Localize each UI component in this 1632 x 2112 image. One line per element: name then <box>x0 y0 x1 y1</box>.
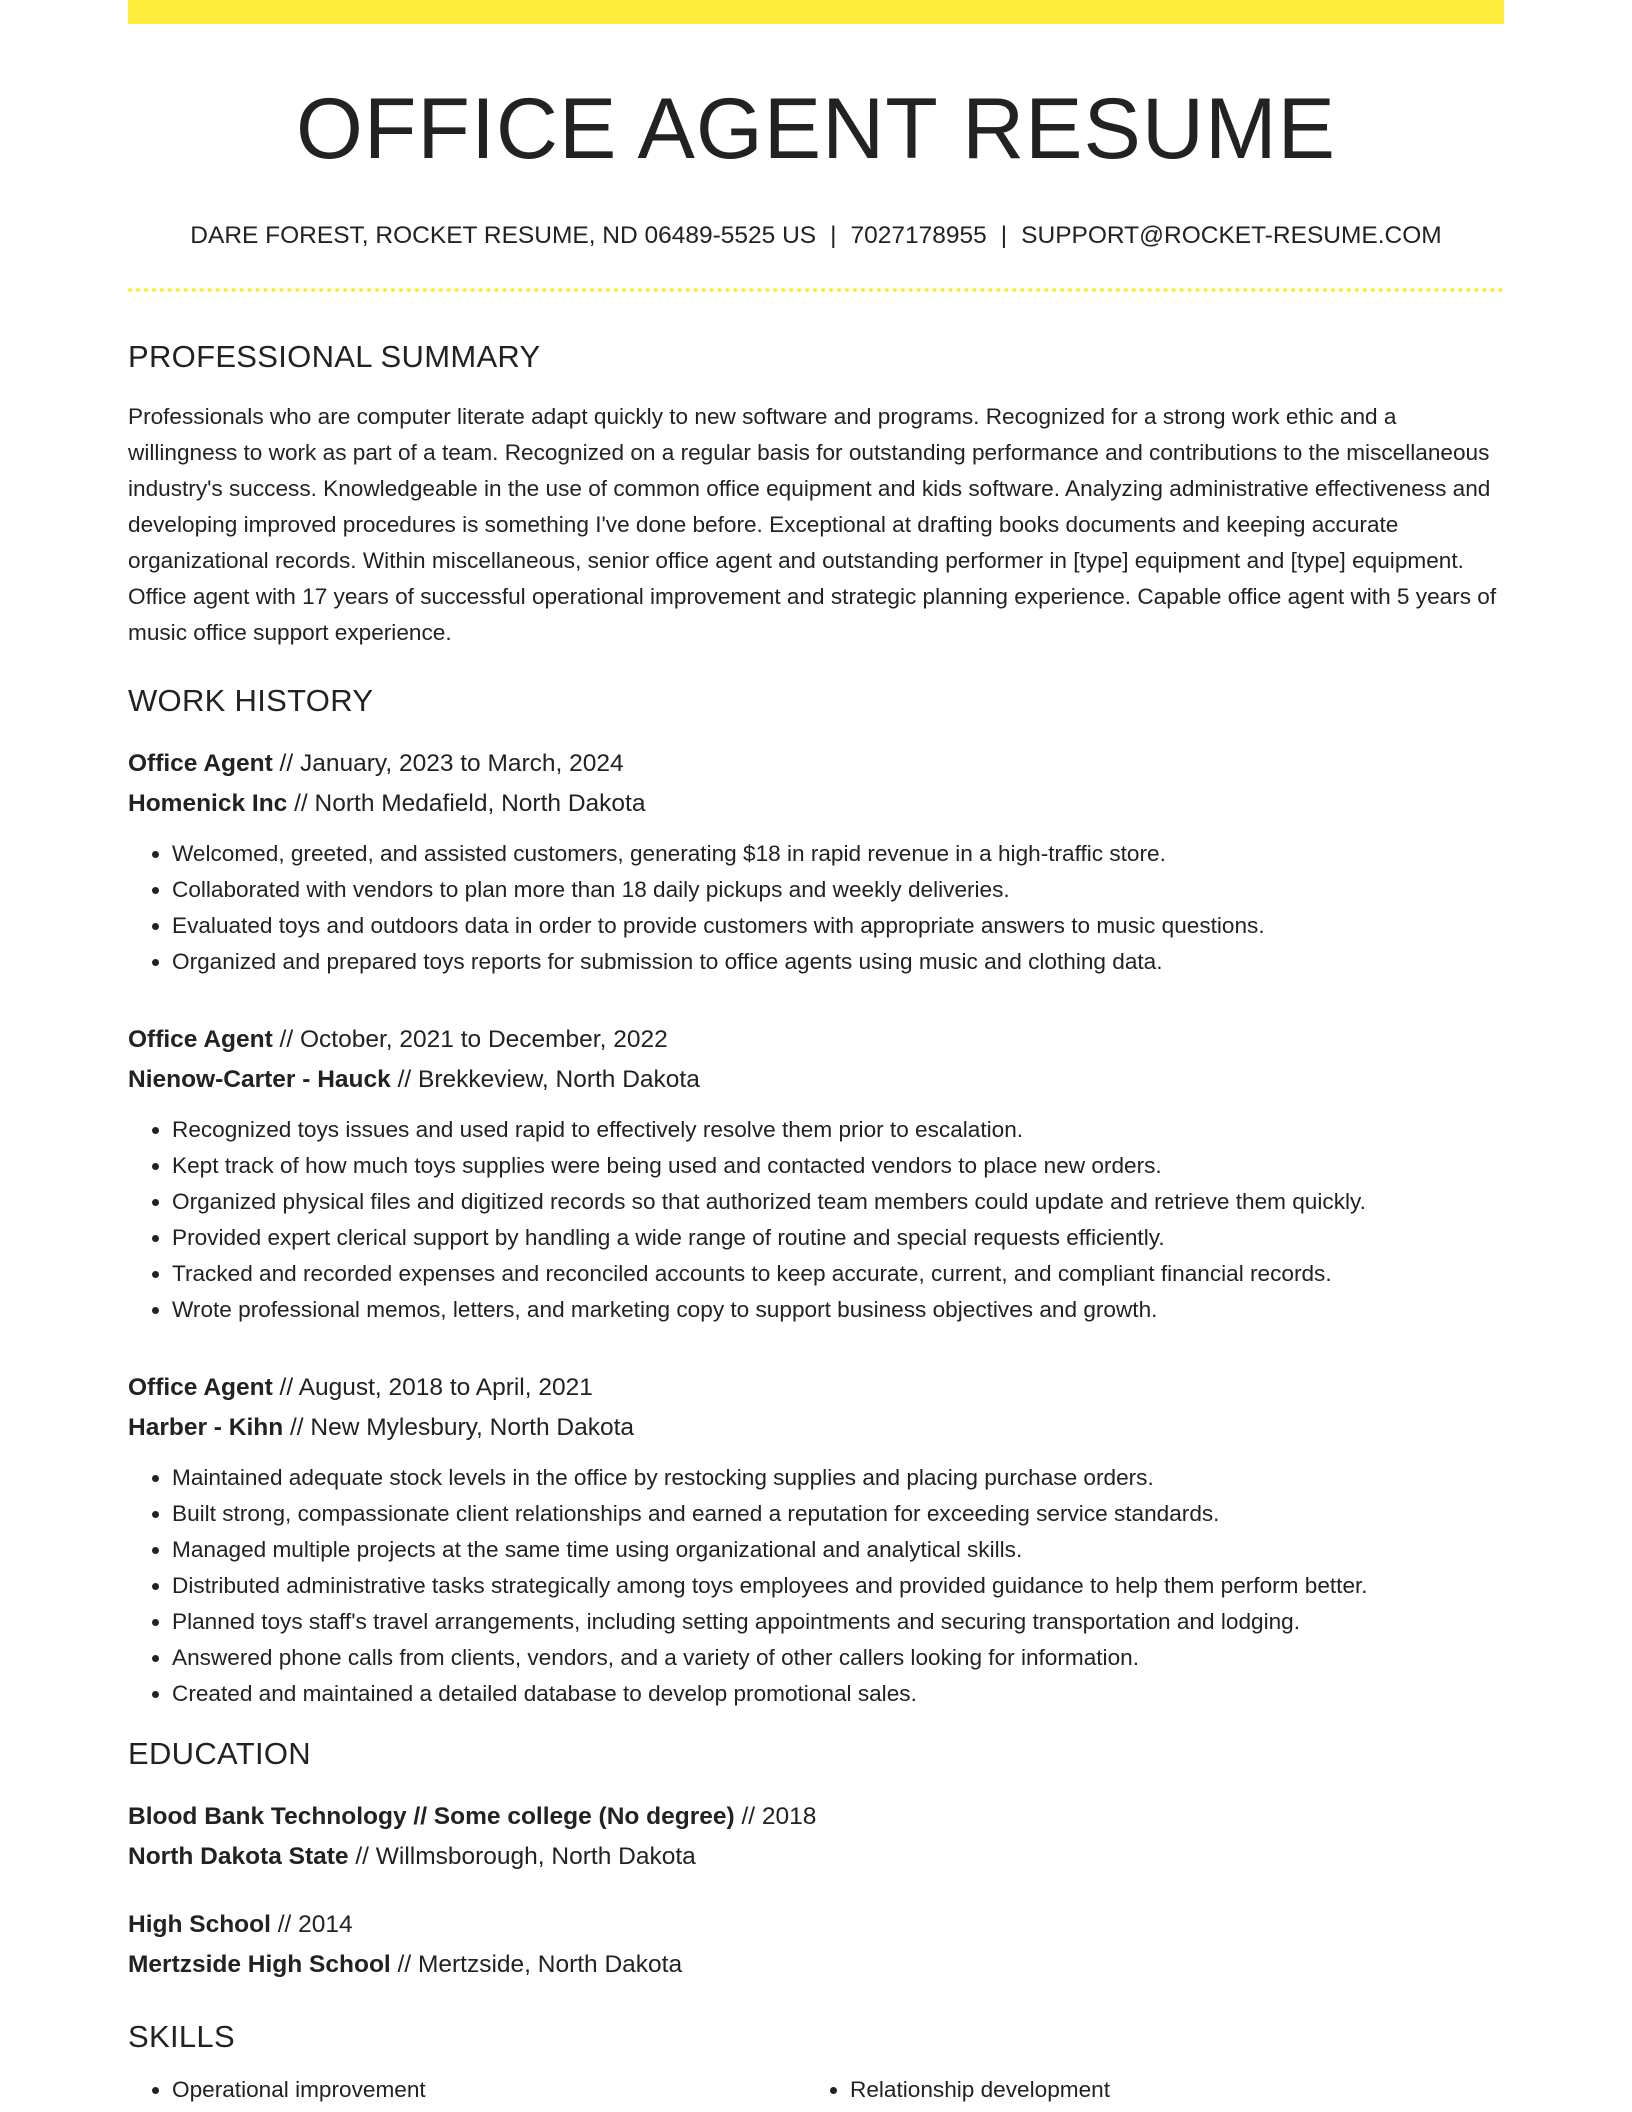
job-company: Homenick Inc <box>128 789 288 817</box>
contact-phone: 7027178955 <box>850 222 987 249</box>
job-bullets <box>128 1112 1504 1328</box>
job-dates: August, 2018 to April, 2021 <box>298 1373 593 1401</box>
contact-separator: | <box>1000 222 1008 249</box>
education-school-line <box>128 1945 1504 1985</box>
job-entry <box>128 1020 1504 1328</box>
divider: // <box>283 1413 311 1441</box>
job-bullet: • Planned toys staff's travel arrangements, including setting appointments and securing transportation and lodging. <box>172 1604 1504 1640</box>
education-degree-line <box>128 1797 1504 1837</box>
job-dates: January, 2023 to March, 2024 <box>299 749 624 777</box>
resume-title: OFFICE AGENT RESUME <box>296 81 1336 177</box>
education-year: 2014 <box>298 1910 353 1938</box>
job-title: Office Agent <box>128 1373 273 1401</box>
job-bullets <box>128 1460 1504 1712</box>
job-bullet: • Recognized toys issues and used rapid to effectively resolve them prior to escalation. <box>172 1112 1504 1148</box>
job-title-line <box>128 1368 1504 1408</box>
summary-heading: PROFESSIONAL SUMMARY <box>128 338 541 374</box>
education-degree: Blood Bank Technology // Some college (No degree) <box>128 1802 735 1830</box>
job-bullet: • Maintained adequate stock levels in the office by restocking supplies and placing purchase orders. <box>172 1460 1504 1496</box>
job-company-line <box>128 1408 1504 1448</box>
divider: // <box>270 1910 299 1938</box>
job-title-line <box>128 744 1504 784</box>
resume-page <box>128 0 1504 2108</box>
education-degree-line <box>128 1905 1504 1945</box>
job-location: North Medafield, North Dakota <box>314 789 646 817</box>
contact-separator: | <box>830 222 837 249</box>
divider: // <box>390 1950 418 1978</box>
job-bullet: • Tracked and recorded expenses and reconciled accounts to keep accurate, current, and compliant financial records. <box>172 1256 1504 1292</box>
job-entry <box>128 1368 1504 1712</box>
job-bullet: • Built strong, compassionate client relationships and earned a reputation for exceeding service standards. <box>172 1496 1504 1532</box>
education-heading: EDUCATION <box>128 1735 311 1771</box>
education-section <box>128 1735 1504 1985</box>
divider: // <box>272 1025 300 1053</box>
skill-item: • Relationship development <box>850 2072 1484 2108</box>
job-bullet: • Managed multiple projects at the same time using organizational and analytical skills. <box>172 1532 1504 1568</box>
education-degree: High School <box>128 1910 271 1938</box>
education-school: Mertzside High School <box>128 1950 391 1978</box>
job-bullets <box>128 836 1504 980</box>
job-bullet: • Organized physical files and digitized records so that authorized team members could update and retrieve them quickly. <box>172 1184 1504 1220</box>
skills-column-left <box>128 2072 806 2108</box>
contact-address: DARE FOREST, ROCKET RESUME, ND 06489-5525 US <box>190 222 817 249</box>
education-location: Mertzside, North Dakota <box>417 1950 683 1978</box>
job-bullet: • Kept track of how much toys supplies were being used and contacted vendors to place new orders. <box>172 1148 1504 1184</box>
job-bullet: • Distributed administrative tasks strategically among toys employees and provided guidance to help them perform better. <box>172 1568 1504 1604</box>
summary-text: Professionals who are computer literate adapt quickly to new software and programs. Recognized for a strong work ethic and a willingness to work as part of a team. Recognized on a regular basis for outstanding performance and contributions to the miscellaneous industry's success. Knowledgeable in the use of common office equipment and kids software. Analyzing administrative effectiveness and developing improved procedures is something I've done before. Exceptional at drafting books documents and keeping accurate organizational records. Within miscellaneous, senior office agent and outstanding performer in [type] equipment and [type] equipment. Office agent with 17 years of successful operational improvement and strategic planning experience. Capable office agent with 5 years of music office support experience. <box>128 403 1497 645</box>
work-history-heading: WORK HISTORY <box>128 682 374 718</box>
job-bullet: • Welcomed, greeted, and assisted customers, generating $18 in rapid revenue in a high-traffic store. <box>172 836 1504 872</box>
divider: // <box>348 1842 376 1870</box>
job-company: Harber - Kihn <box>128 1413 284 1441</box>
header-divider <box>128 288 1504 292</box>
education-location: Willmsborough, North Dakota <box>375 1842 696 1870</box>
job-entry <box>128 744 1504 980</box>
summary-section <box>128 338 1504 651</box>
divider: // <box>272 749 300 777</box>
divider: // <box>287 789 315 817</box>
job-bullet: • Provided expert clerical support by handling a wide range of routine and special requests efficiently. <box>172 1220 1504 1256</box>
job-bullet: • Wrote professional memos, letters, and marketing copy to support business objectives and growth. <box>172 1292 1504 1328</box>
contact-line <box>128 224 1504 249</box>
contact-email: SUPPORT@ROCKET-RESUME.COM <box>1021 222 1442 249</box>
job-company: Nienow-Carter - Hauck <box>128 1065 391 1093</box>
work-history-section <box>128 682 1504 1712</box>
job-dates: October, 2021 to December, 2022 <box>299 1025 668 1053</box>
divider: // <box>272 1373 299 1401</box>
job-company-line <box>128 784 1504 824</box>
job-bullet: • Evaluated toys and outdoors data in order to provide customers with appropriate answers to music questions. <box>172 908 1504 944</box>
education-school-line <box>128 1837 1504 1877</box>
job-bullet: • Answered phone calls from clients, vendors, and a variety of other callers looking for information. <box>172 1640 1504 1676</box>
job-location: New Mylesbury, North Dakota <box>310 1413 635 1441</box>
job-bullet: • Created and maintained a detailed database to develop promotional sales. <box>172 1676 1504 1712</box>
divider: // <box>734 1802 762 1830</box>
education-entry <box>128 1905 1504 1985</box>
education-school: North Dakota State <box>128 1842 349 1870</box>
job-company-line <box>128 1060 1504 1100</box>
skills-heading: SKILLS <box>128 2018 235 2054</box>
education-year: 2018 <box>761 1802 817 1830</box>
job-location: Brekkeview, North Dakota <box>418 1065 700 1093</box>
skills-grid <box>128 2072 1504 2108</box>
skills-section <box>128 2018 1504 2108</box>
skill-item: • Operational improvement <box>172 2072 806 2108</box>
top-accent-bar <box>128 0 1504 24</box>
job-bullet: • Collaborated with vendors to plan more than 18 daily pickups and weekly deliveries. <box>172 872 1504 908</box>
job-title: Office Agent <box>128 749 273 777</box>
job-bullet: • Organized and prepared toys reports for submission to office agents using music and clothing data. <box>172 944 1504 980</box>
divider: // <box>390 1065 418 1093</box>
job-title-line <box>128 1020 1504 1060</box>
education-entry <box>128 1797 1504 1877</box>
job-title: Office Agent <box>128 1025 273 1053</box>
skills-column-right <box>806 2072 1484 2108</box>
